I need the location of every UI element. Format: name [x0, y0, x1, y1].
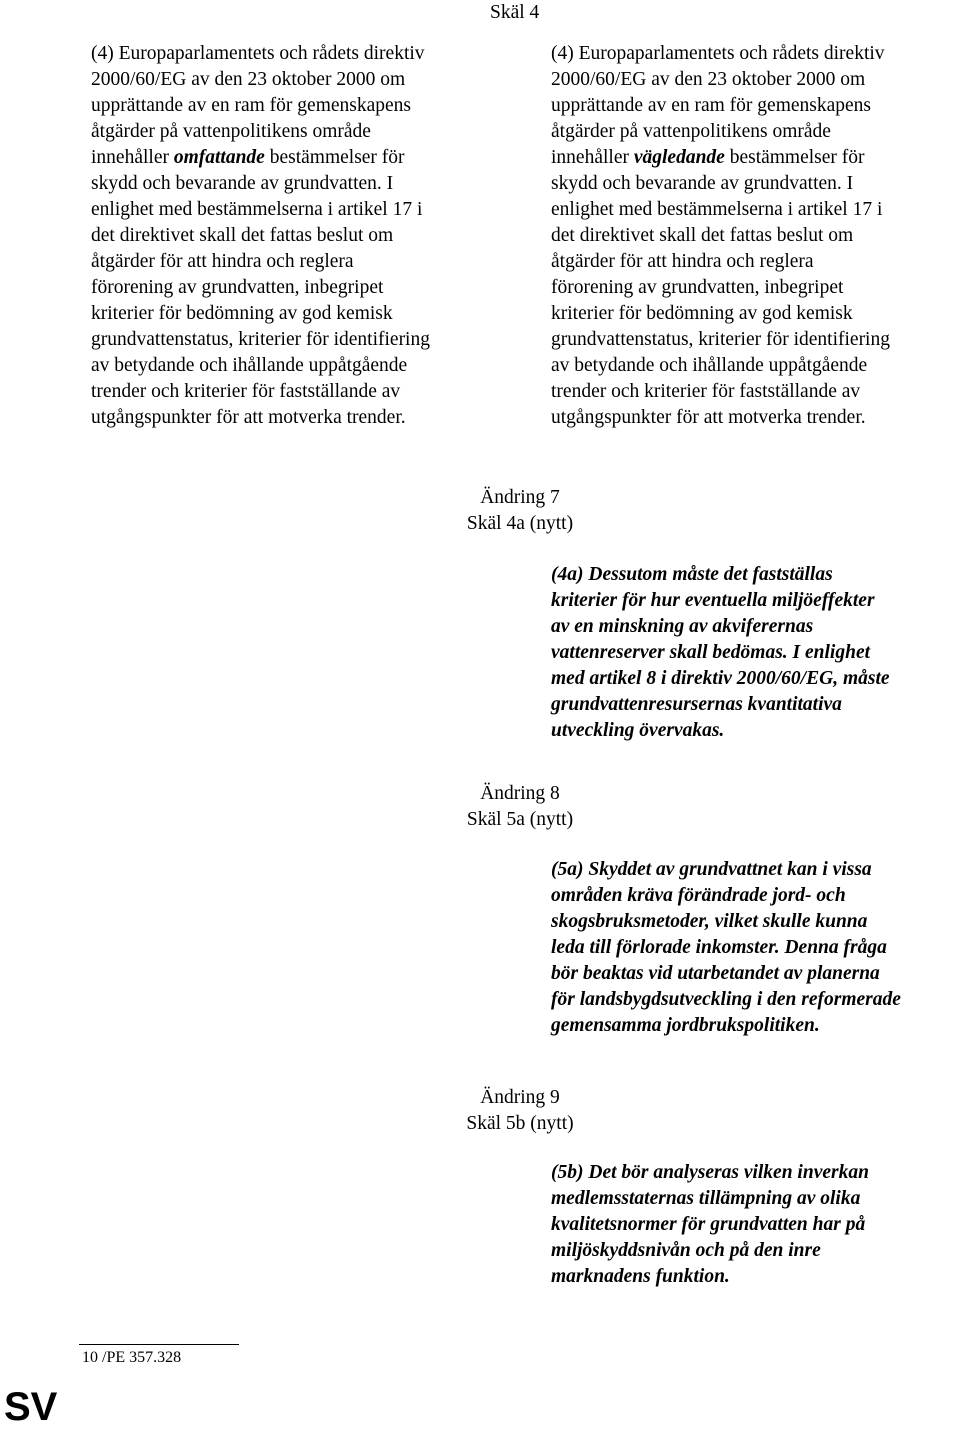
- text-line: (5a) Skyddet av grundvattnet kan i vissa: [551, 859, 872, 880]
- text-line: 2000/60/EG av den 23 oktober 2000 om: [551, 69, 866, 90]
- text-line: (4) Europaparlamentets och rådets direktiv: [91, 43, 425, 64]
- emphasized-word: vägledande: [633, 147, 725, 168]
- text-line: skydd och bevarande av grundvatten. I: [91, 173, 394, 194]
- amendment-recital: Skäl 4a (nytt): [466, 513, 574, 534]
- text-line: kriterier för hur eventuella miljöeffekter: [551, 590, 875, 611]
- text-line: av en minskning av akviferernas: [551, 616, 814, 637]
- amendment-number: Ändring 9: [480, 1087, 560, 1108]
- text-line: [91, 145, 430, 171]
- text-line: utgångspunkter för att motverka trender.: [551, 407, 866, 428]
- text-line: vattenreserver skall bedömas. I enlighet: [551, 642, 871, 663]
- text-line: förorening av grundvatten, inbegripet: [91, 277, 384, 298]
- text-line: skydd och bevarande av grundvatten. I: [551, 173, 854, 194]
- text-line: utveckling övervakas.: [551, 720, 725, 741]
- text-line: enlighet med bestämmelserna i artikel 17 i: [91, 199, 423, 220]
- amendment-text: [551, 1160, 869, 1290]
- text-line: leda till förlorade inkomster. Denna fråga: [551, 937, 887, 958]
- text-line: kvalitetsnormer för grundvatten har på: [551, 1214, 866, 1235]
- amendment-heading: [400, 1085, 640, 1137]
- footer-divider: [79, 1344, 239, 1345]
- text-line: åtgärder för att hindra och reglera: [91, 251, 354, 272]
- text-line: upprättande av en ram för gemenskapens: [551, 95, 871, 116]
- text-line: grundvattenstatus, kriterier för identifiering: [551, 329, 890, 350]
- text-line: kriterier för bedömning av god kemisk: [551, 303, 853, 324]
- text-line: (4a) Dessutom måste det fastställas: [551, 564, 833, 585]
- amendment-heading: [400, 781, 640, 833]
- text-line: förorening av grundvatten, inbegripet: [551, 277, 844, 298]
- text-line: skogsbruksmetoder, vilket skulle kunna: [551, 911, 868, 932]
- text-line: för landsbygdsutveckling i den reformerade: [551, 989, 901, 1010]
- amendment-number: Ändring 7: [480, 487, 560, 508]
- amendment-heading: [400, 485, 640, 537]
- text-line: områden kräva förändrade jord- och: [551, 885, 846, 906]
- text-line: åtgärder på vattenpolitikens område: [551, 121, 831, 142]
- text-line: medlemsstaternas tillämpning av olika: [551, 1188, 861, 1209]
- text-line: trender och kriterier för fastställande av: [551, 381, 861, 402]
- amendment-number: Ändring 8: [480, 783, 560, 804]
- text-line: utgångspunkter för att motverka trender.: [91, 407, 406, 428]
- page-heading: Skäl 4: [490, 2, 540, 23]
- text-line: (4) Europaparlamentets och rådets direktiv: [551, 43, 885, 64]
- text-line: det direktivet skall det fattas beslut om: [91, 225, 394, 246]
- text-line: bör beaktas vid utarbetandet av planerna: [551, 963, 880, 984]
- amendment-recital: Skäl 5a (nytt): [466, 809, 574, 830]
- text-line: grundvattenstatus, kriterier för identifiering: [91, 329, 430, 350]
- text-line: grundvattenresursernas kvantitativa: [551, 694, 842, 715]
- text-line: gemensamma jordbrukspolitiken.: [551, 1015, 820, 1036]
- text-line: 2000/60/EG av den 23 oktober 2000 om: [91, 69, 406, 90]
- amendment-text: [551, 857, 901, 1039]
- text-segment: bestämmelser för: [264, 147, 405, 168]
- text-line: åtgärder på vattenpolitikens område: [91, 121, 371, 142]
- text-line: trender och kriterier för fastställande av: [91, 381, 401, 402]
- text-segment: innehåller: [91, 147, 174, 168]
- text-line: kriterier för bedömning av god kemisk: [91, 303, 393, 324]
- amendment-text: [551, 562, 890, 744]
- text-line: det direktivet skall det fattas beslut om: [551, 225, 854, 246]
- text-line: åtgärder för att hindra och reglera: [551, 251, 814, 272]
- text-line: miljöskyddsnivån och på den inre: [551, 1240, 821, 1261]
- text-line: av betydande och ihållande uppåtgående: [91, 355, 408, 376]
- text-line: (5b) Det bör analyseras vilken inverkan: [551, 1162, 869, 1183]
- text-line: enlighet med bestämmelserna i artikel 17 i: [551, 199, 883, 220]
- document-reference: 10 /PE 357.328: [82, 1349, 182, 1366]
- emphasized-word: omfattande: [173, 147, 265, 168]
- text-line: med artikel 8 i direktiv 2000/60/EG, måste: [551, 668, 890, 689]
- text-line: [551, 145, 890, 171]
- text-line: av betydande och ihållande uppåtgående: [551, 355, 868, 376]
- text-segment: bestämmelser för: [724, 147, 865, 168]
- original-text-column: [91, 41, 430, 431]
- text-segment: innehåller: [551, 147, 634, 168]
- text-line: upprättande av en ram för gemenskapens: [91, 95, 411, 116]
- language-code: SV: [4, 1385, 58, 1429]
- amended-text-column: [551, 41, 890, 431]
- amendment-recital: Skäl 5b (nytt): [466, 1113, 574, 1134]
- text-line: marknadens funktion.: [551, 1266, 730, 1287]
